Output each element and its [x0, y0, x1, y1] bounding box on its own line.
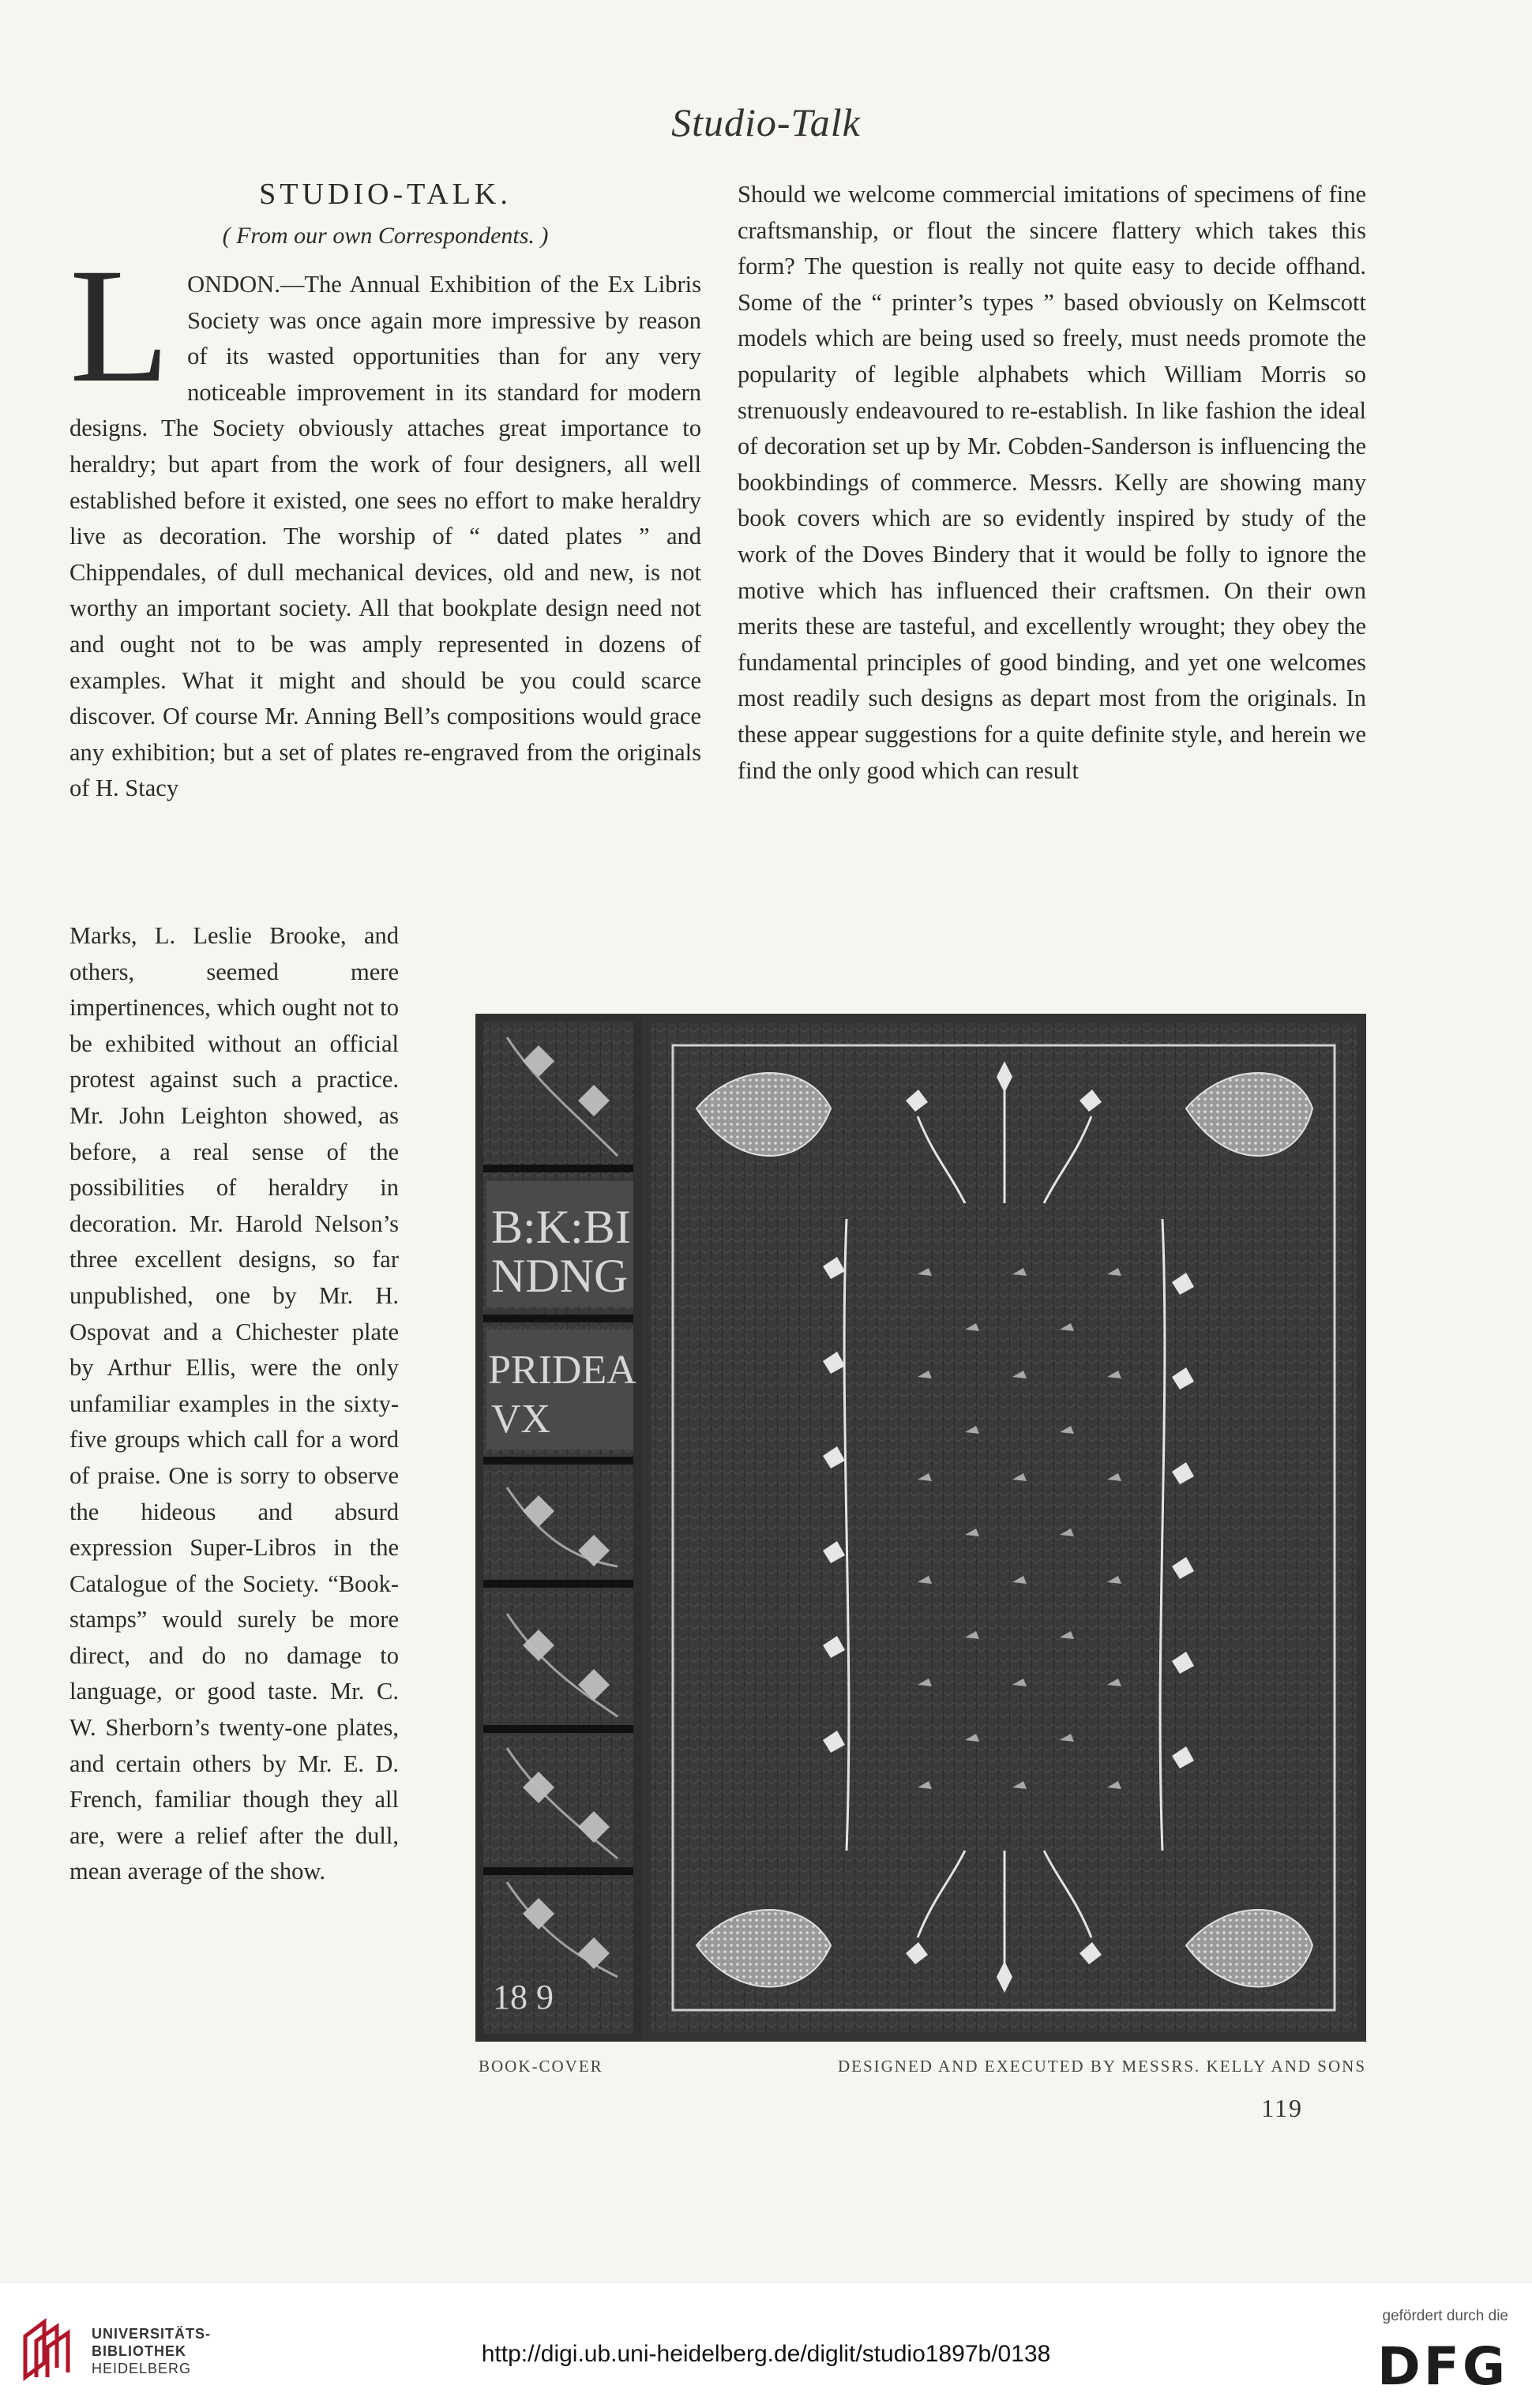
spine-title-line-3: PRIDEA	[488, 1348, 636, 1393]
caption-right: DESIGNED AND EXECUTED BY MESSRS. KELLY AND SONS	[837, 2057, 1366, 2076]
right-column	[738, 177, 1366, 789]
book-cover-drawing	[475, 1014, 1366, 2042]
right-paragraph: Should we welcome commercial imitations of specimens of fine craftsmanship, or flout the sincere flattery which takes this form? The question is really not quite easy to decide offhand. Some of the “ printer’s types ” based obviously on Kelmscott models which are being used so freely, must needs promote the popularity of legible alphabets which William Morris so strenuously endeavoured to re-establish. In like fashion the ideal of decoration set up by Mr. Cobden-Sanderson is influencing the bookbindings of commerce. Messrs. Kelly are showing many book covers which are so evidently inspired by study of the work of the Doves Bindery that it would be folly to ignore the motive which has influenced their craftsmen. On their own merits these are tasteful, and excellently wrought; they obey the fundamental principles of good binding, and yet one welcomes most readily such designs as depart most from the originals. In these appear suggestions for a quite definite style, and herein we find the only good which can result	[738, 181, 1366, 784]
page-number: 119	[1261, 2094, 1303, 2122]
library-name-line-1: UNIVERSITÄTS-	[92, 2326, 212, 2342]
spine-title-line-4: VX	[491, 1397, 551, 1442]
spine-date: 18 9	[493, 1978, 554, 2016]
left-narrow-column	[69, 918, 399, 1890]
digitization-footer	[0, 2282, 1532, 2408]
funder-text: gefördert durch die	[1382, 2308, 1508, 2324]
dfg-logo: DFG	[1376, 2336, 1508, 2397]
caption-left: BOOK-COVER	[479, 2057, 603, 2076]
library-name-line-2: BIBLIOTHEK	[92, 2343, 186, 2359]
left-column	[69, 177, 701, 807]
running-head: Studio-Talk	[671, 100, 861, 144]
library-name-line-3: HEIDELBERG	[92, 2361, 192, 2376]
spine-title-line-1: B:K:BI	[491, 1201, 631, 1253]
book-cover-illustration	[475, 1014, 1366, 2042]
spine-title-line-2: NDNG	[491, 1250, 629, 1302]
opening-paragraph-text: ONDON.—The Annual Exhibition of the Ex Libris Society was once again more impressive by reason of its wasted opportunities than for any very noticeable improvement in its standard for modern designs. The Society obviously attaches great importance to heraldry; but apart from the work of four designers, all well established before it existed, one sees no effort to make heraldry live as decoration. The worship of “ dated plates ” and Chippendales, of dull mechanical devices, old and new, is not worthy an important society. All that bookplate design need not and ought not to be was amply represented in dozens of examples. What it might and should be you could scarce discover. Of course Mr. Anning Bell’s compositions would grace any exhibition; but a set of plates re-engraved from the originals of H. Stacy	[69, 271, 701, 802]
permalink-url[interactable]: http://digi.ub.uni-heidelberg.de/diglit/studio1897b/0138	[481, 2341, 1051, 2367]
continuation-paragraph: Marks, L. Leslie Brooke, and others, seemed mere impertinences, which ought not to be exhibited without an official protest against such a practice. Mr. John Leighton showed, as before, a real sense of the possibilities of heraldry in decoration. Mr. Harold Nelson’s three excellent designs, so far unpublished, one by Mr. H. Ospovat and a Chichester plate by Arthur Ellis, were the only unfamiliar examples in the sixty-five groups which call for a word of praise. One is sorry to observe the hideous and absurd expression Super-Libros in the Catalogue of the Society. “Book-stamps” would surely be more direct, and do no damage to language, or good taste. Mr. C. W. Sherborn’s twenty-one plates, and certain others by Mr. E. D. French, familiar though they all are, were a relief after the dull, mean average of the show.	[69, 922, 399, 1885]
article-heading: STUDIO-TALK.	[259, 178, 512, 211]
article-subheading: ( From our own Correspondents. )	[222, 223, 549, 249]
drop-cap: L	[69, 234, 171, 416]
